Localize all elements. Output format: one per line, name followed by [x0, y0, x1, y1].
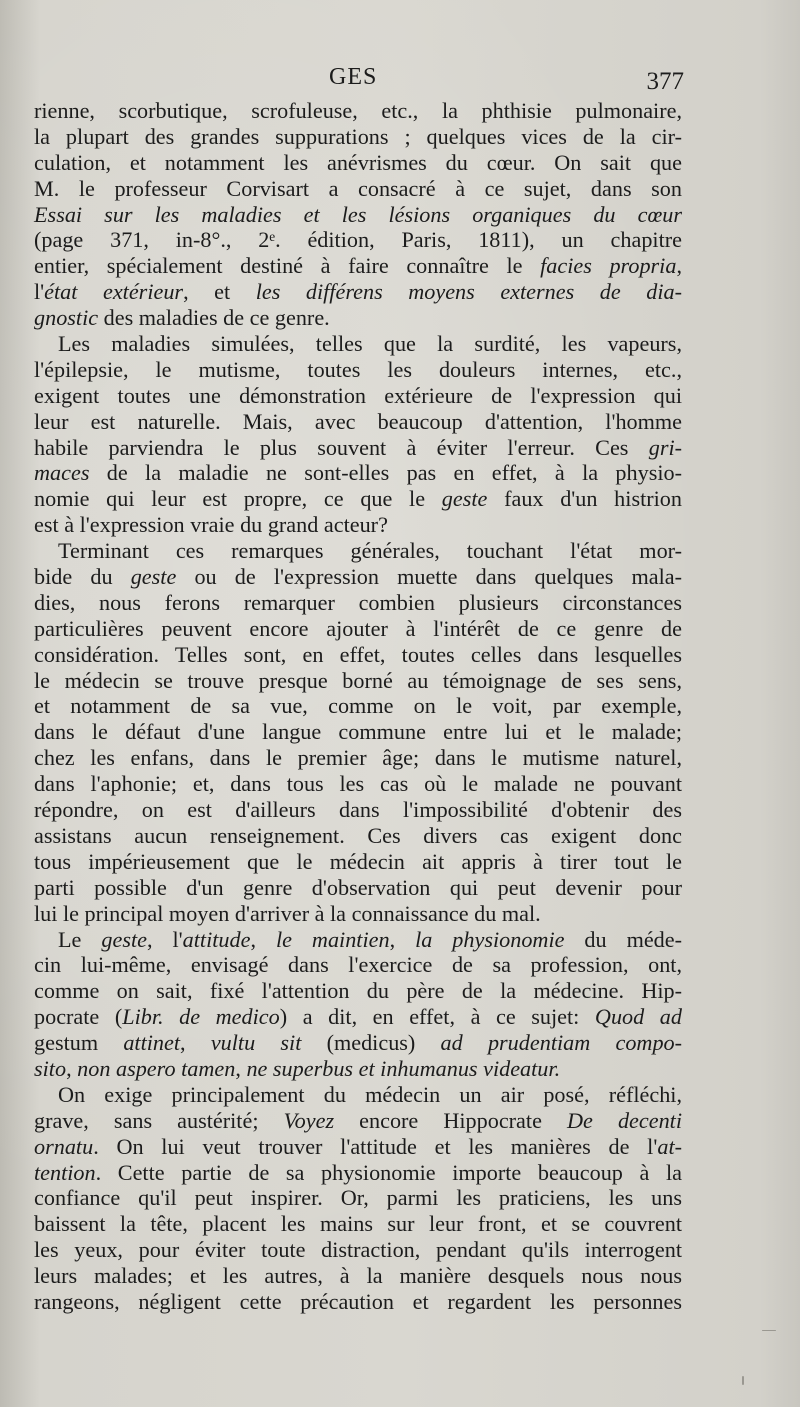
text-span: ,: [250, 926, 276, 952]
text-span: dies, nous ferons remarquer combien plusieurs circonstances: [34, 589, 682, 615]
text-line: [34, 978, 682, 1004]
text-span: ) a dit, en effet, à ce sujet:: [279, 1004, 595, 1030]
text-span: ,: [389, 926, 416, 952]
text-line: [34, 823, 682, 849]
text-line: [34, 590, 682, 616]
text-span: leurs malades; et les autres, à la manière desquels nous nous: [34, 1263, 682, 1289]
text-line: [34, 150, 682, 176]
text-span: considération. Telles sont, en effet, toutes celles dans lesquelles: [34, 641, 682, 667]
text-span: l': [34, 279, 45, 305]
text-span: cin lui-même, envisagé dans l'exercice de sa profession, ont,: [34, 952, 682, 978]
text-line: [34, 98, 682, 124]
text-line: [34, 642, 682, 668]
text-line: [34, 1263, 682, 1289]
text-line: [34, 719, 682, 745]
italic-span: attinet: [123, 1030, 181, 1056]
text-span: ,: [235, 1055, 247, 1081]
body-text: [34, 98, 682, 1315]
text-line: [34, 460, 682, 486]
italic-span: gnostic: [34, 305, 99, 331]
text-line: [34, 124, 682, 150]
text-span: pocrate (: [34, 1004, 123, 1030]
text-span: particulières peuvent encore ajouter à l'intérêt de ce genre de: [34, 615, 682, 641]
text-line: [34, 927, 682, 953]
text-span: habile parviendra le plus souvent à éviter l'erreur. Ces: [34, 434, 649, 460]
print-speck: [762, 1330, 776, 1331]
text-span: confiance qu'il peut inspirer. Or, parmi les praticiens, les uns: [34, 1185, 682, 1211]
italic-span: le maintien: [275, 926, 390, 952]
italic-span: les différens moyens externes de dia-: [255, 279, 682, 305]
text-line: [34, 616, 682, 642]
text-span: baissent la tête, placent les mains sur leur front, et se couvrent: [34, 1211, 682, 1237]
italic-span: gri-: [648, 434, 682, 460]
italic-span: non aspero tamen: [77, 1055, 236, 1081]
text-span: rangeons, négligent cette précaution et regardent les personnes: [34, 1288, 682, 1314]
text-span: et notamment de sa vue, comme on le voit, par exemple,: [34, 693, 682, 719]
text-span: exigent toutes une démonstration extérieure de l'expression qui: [34, 382, 682, 408]
text-line: [34, 1108, 682, 1134]
italic-span: at-: [657, 1133, 682, 1159]
text-span: le médecin se trouve presque borné au témoignage de ses sens,: [34, 667, 682, 693]
text-line: [34, 357, 682, 383]
text-span: On exige principalement du médecin un air posé, réfléchi,: [58, 1081, 682, 1107]
text-line: [34, 538, 682, 564]
text-span: gestum: [34, 1030, 124, 1056]
italic-span: geste: [101, 926, 147, 952]
text-line: [34, 305, 682, 331]
italic-span: la physionomie: [415, 926, 565, 952]
text-span: des maladies de ce genre.: [98, 305, 330, 331]
text-line: [34, 331, 682, 357]
text-span: culation, et notamment les anévrismes du cœur. On sait que: [34, 149, 682, 175]
text-span: nomie qui leur est propre, ce que le: [34, 486, 442, 512]
italic-span: De decenti: [567, 1107, 683, 1133]
text-span: . Cette partie de sa physionomie importe beaucoup à la: [95, 1159, 682, 1185]
text-span: Terminant ces remarques générales, touchant l'état mor-: [58, 538, 682, 564]
italic-span: ad prudentiam compo-: [440, 1030, 683, 1056]
text-span: est à l'expression vraie du grand acteur?: [34, 512, 388, 538]
text-span: , et: [183, 279, 256, 305]
italic-span: Quod ad: [594, 1004, 682, 1030]
italic-span: maces: [34, 460, 90, 486]
italic-span: geste: [441, 486, 488, 512]
italic-span: attitude: [182, 926, 251, 952]
text-line: [34, 1056, 682, 1082]
text-line: [34, 1030, 682, 1056]
italic-span: ne superbus et inhumanus videatur.: [246, 1055, 561, 1081]
text-line: [34, 202, 682, 228]
text-span: grave, sans austérité;: [34, 1107, 284, 1133]
text-span: chez les enfans, dans le premier âge; dans le mutisme naturel,: [34, 745, 682, 771]
italic-span: état extérieur: [44, 279, 184, 305]
italic-span: tention: [34, 1159, 96, 1185]
text-span: les yeux, pour éviter toute distraction, pendant qu'ils interrogent: [34, 1237, 682, 1263]
italic-span: facies propria: [540, 253, 677, 279]
text-span: l'épilepsie, le mutisme, toutes les douleurs internes, etc.,: [34, 356, 682, 382]
text-span: bide du: [34, 564, 131, 590]
italic-span: ornatu: [34, 1133, 94, 1159]
italic-span: sito: [34, 1055, 67, 1081]
text-line: [34, 383, 682, 409]
text-span: assistans aucun renseignement. Ces divers cas exigent donc: [34, 822, 682, 848]
text-span: ou de l'expression muette dans quelques mala-: [176, 564, 682, 590]
text-line: [34, 693, 682, 719]
text-span: Le: [58, 926, 102, 952]
text-span: ,: [180, 1030, 211, 1056]
italic-span: vultu sit: [210, 1030, 302, 1056]
text-line: [34, 409, 682, 435]
italic-span: Essai sur les maladies et les lésions organiques du cœur: [34, 201, 682, 227]
text-span: M. le professeur Corvisart a consacré à ce sujet, dans son: [34, 175, 682, 201]
text-span: entier, spécialement destiné à faire connaître le: [34, 253, 541, 279]
text-line: [34, 1237, 682, 1263]
text-span: parti possible d'un genre d'observation qui peut devenir pour: [34, 874, 682, 900]
text-line: [34, 176, 682, 202]
text-line: [34, 1289, 682, 1315]
text-span: comme on sait, fixé l'attention du père de la médecine. Hip-: [34, 978, 682, 1004]
text-line: [34, 1211, 682, 1237]
text-line: [34, 512, 682, 538]
text-line: [34, 952, 682, 978]
text-span: dans le défaut d'une langue commune entre lui et le malade;: [34, 719, 682, 745]
text-span: ,: [676, 253, 682, 279]
text-line: [34, 1185, 682, 1211]
text-line: [34, 227, 682, 253]
text-line: [34, 1134, 682, 1160]
text-line: [34, 435, 682, 461]
text-span: Les maladies simulées, telles que la surdité, les vapeurs,: [58, 331, 682, 357]
italic-span: Voyez: [283, 1107, 335, 1133]
text-span: (medicus): [301, 1030, 441, 1056]
page-header: [34, 64, 684, 98]
text-line: [34, 668, 682, 694]
text-line: [34, 797, 682, 823]
text-span: encore Hippocrate: [334, 1107, 567, 1133]
text-span: faux d'un histrion: [487, 486, 682, 512]
text-line: [34, 486, 682, 512]
page-number: 377: [646, 68, 684, 95]
text-span: rienne, scorbutique, scrofuleuse, etc., la phthisie pulmonaire,: [34, 98, 682, 123]
text-line: [34, 771, 682, 797]
text-line: [34, 901, 682, 927]
text-line: [34, 1082, 682, 1108]
text-line: [34, 279, 682, 305]
text-span: leur est naturelle. Mais, avec beaucoup d'attention, l'homme: [34, 408, 682, 434]
text-span: (page 371, in-8°., 2ᵉ. édition, Paris, 1811), un chapitre: [34, 227, 682, 253]
italic-span: geste: [130, 564, 177, 590]
print-speck: [742, 1376, 744, 1385]
running-head: GES: [329, 64, 378, 90]
text-span: ,: [66, 1055, 78, 1081]
text-span: répondre, on est d'ailleurs dans l'impossibilité d'obtenir des: [34, 797, 682, 823]
italic-span: Libr. de medico: [122, 1004, 280, 1030]
text-line: [34, 253, 682, 279]
text-line: [34, 849, 682, 875]
text-span: . On lui veut trouver l'attitude et les manières de l': [93, 1133, 658, 1159]
text-span: de la maladie ne sont-elles pas en effet, à la physio-: [89, 460, 682, 486]
text-span: dans l'aphonie; et, dans tous les cas où le malade ne pouvant: [34, 771, 682, 797]
text-line: [34, 1004, 682, 1030]
text-line: [34, 875, 682, 901]
text-span: la plupart des grandes suppurations ; quelques vices de la cir-: [34, 123, 682, 149]
text-span: , l': [146, 926, 183, 952]
text-span: lui le principal moyen d'arriver à la connaissance du mal.: [34, 900, 541, 926]
text-line: [34, 564, 682, 590]
text-line: [34, 1160, 682, 1186]
text-line: [34, 745, 682, 771]
text-span: tous impérieusement que le médecin ait appris à tirer tout le: [34, 848, 682, 874]
text-span: du méde-: [564, 926, 683, 952]
